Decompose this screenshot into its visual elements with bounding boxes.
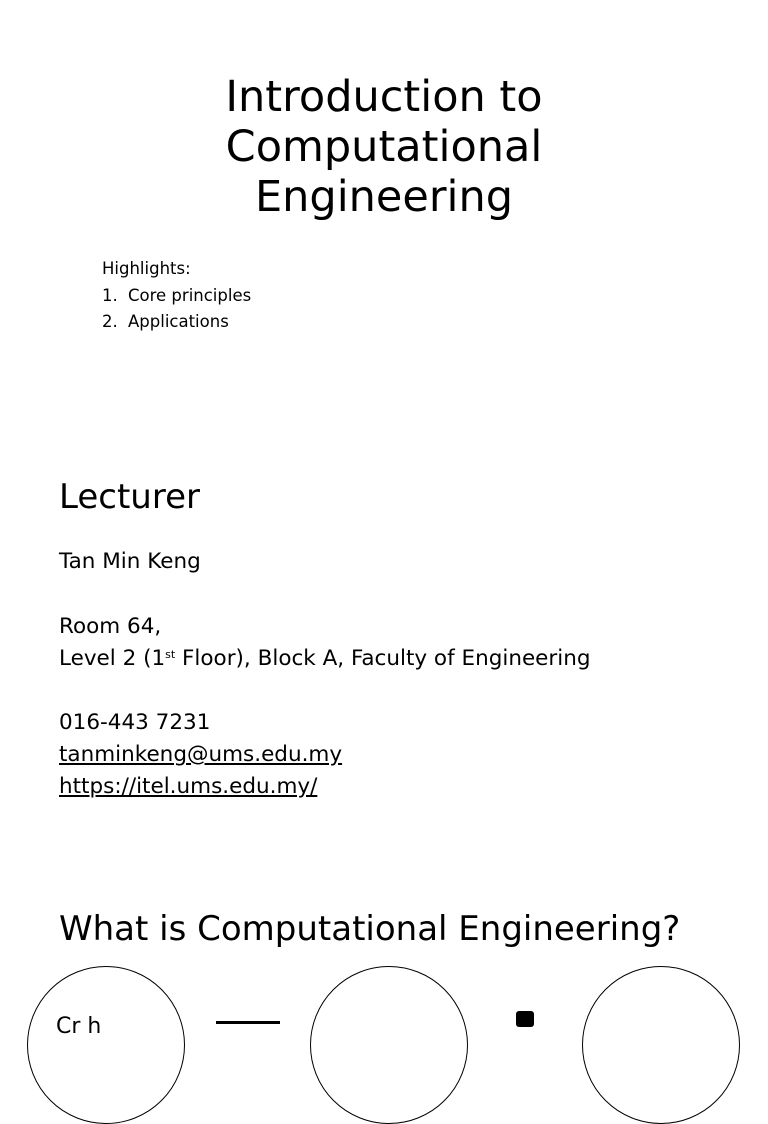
highlights-item-text: Applications xyxy=(128,312,229,331)
what-is-heading: What is Computational Engineering? xyxy=(59,909,681,949)
lecturer-website-link[interactable]: https://itel.ums.edu.my/ xyxy=(59,774,318,799)
lecturer-name: Tan Min Keng xyxy=(59,549,201,574)
concept-circle-1 xyxy=(27,966,185,1124)
highlights-item xyxy=(102,309,251,336)
highlights-list xyxy=(102,283,251,336)
location-prefix: Level 2 (1 xyxy=(59,646,166,671)
lecturer-office-block xyxy=(59,611,591,675)
location-suffix: Floor), Block A, Faculty of Engineering xyxy=(175,646,591,671)
highlights-heading: Highlights: xyxy=(102,259,191,278)
location-superscript: st xyxy=(165,648,176,661)
concept-circle-2 xyxy=(310,966,468,1124)
concept-circle-1-text: Cr h xyxy=(56,1014,102,1039)
title-line-3: Engineering xyxy=(255,172,513,222)
lecturer-location xyxy=(59,643,591,675)
lecturer-room: Room 64, xyxy=(59,614,162,639)
highlights-item-number: 2. xyxy=(102,312,118,331)
concept-circle-3 xyxy=(582,966,740,1124)
highlights-item-text: Core principles xyxy=(128,285,252,305)
highlights-item xyxy=(102,283,251,310)
small-block-shape xyxy=(516,1011,534,1027)
title-line-2: Computational xyxy=(225,122,543,172)
lecturer-phone: 016-443 7231 xyxy=(59,710,211,735)
lecturer-name-block xyxy=(59,546,201,578)
lecturer-heading: Lecturer xyxy=(59,477,200,517)
lecturer-email-link[interactable]: tanminkeng@ums.edu.my xyxy=(59,742,343,767)
lecturer-contact-block xyxy=(59,707,342,803)
highlights-block xyxy=(102,256,251,336)
document-title xyxy=(0,72,768,222)
title-line-1: Introduction to xyxy=(225,72,543,122)
highlights-item-number: 1. xyxy=(102,285,118,305)
